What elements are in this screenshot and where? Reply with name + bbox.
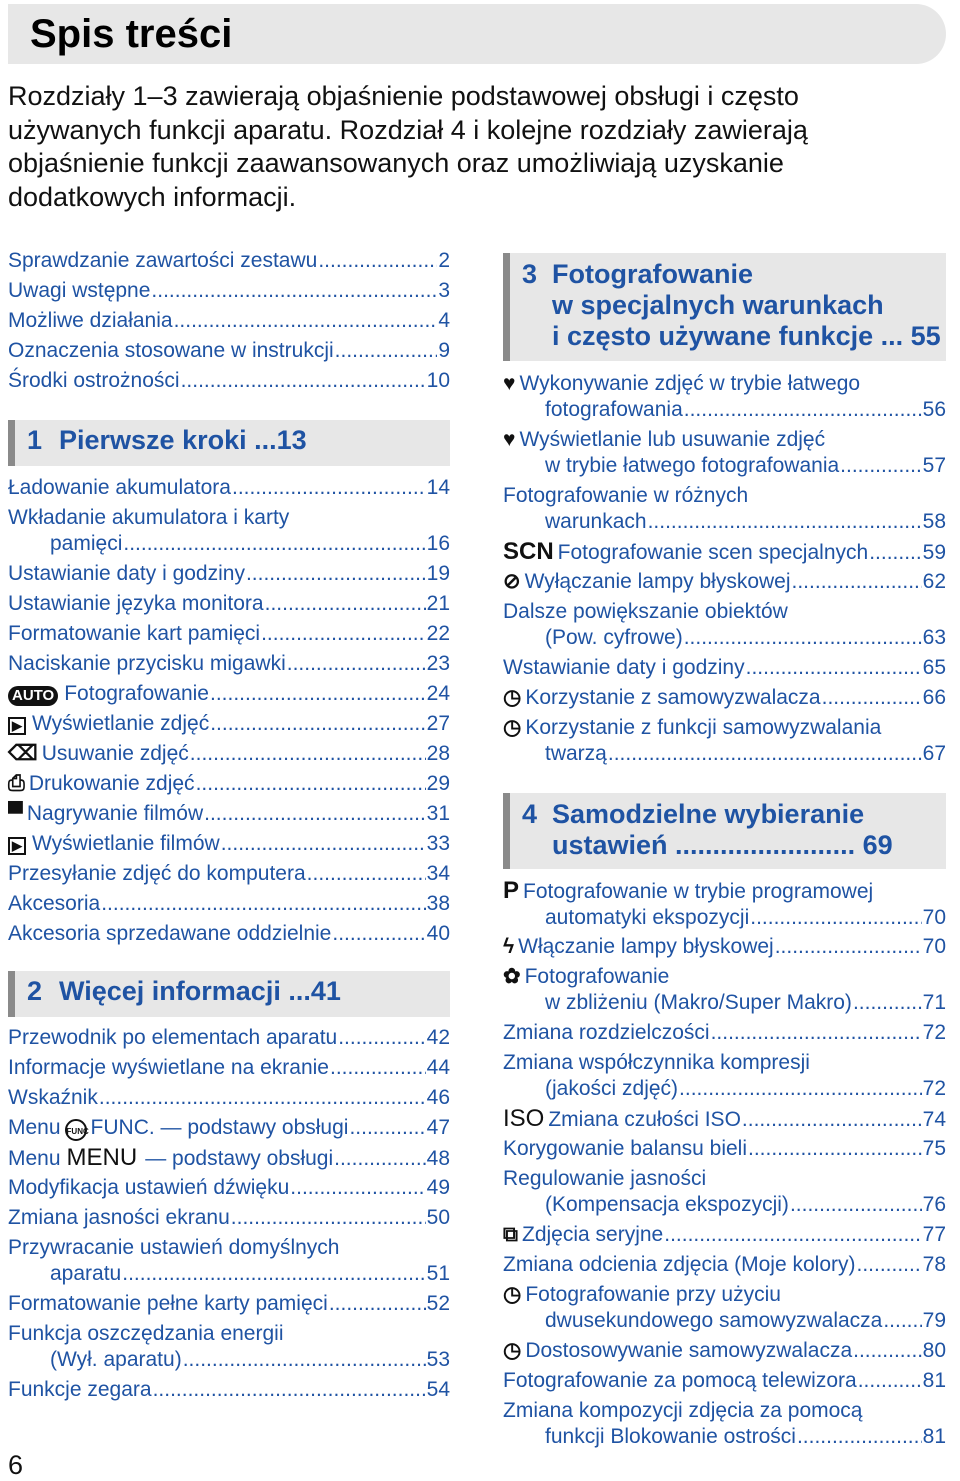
flash-off-icon: ⊘: [503, 570, 521, 593]
toc-page-number: 77: [922, 1223, 946, 1246]
toc-entry[interactable]: [503, 1338, 946, 1364]
self-timer-icon: ◷: [503, 1339, 522, 1362]
auto-mode-icon: AUTO: [8, 686, 58, 706]
toc-entry[interactable]: [503, 878, 946, 931]
easy-mode-icon: ♥: [503, 428, 516, 451]
chapter-title-line: Fotografowanie: [552, 259, 753, 289]
toc-entry-text: Wstawianie daty i godziny: [503, 656, 745, 679]
toc-entry[interactable]: [8, 651, 450, 677]
toc-entry[interactable]: [8, 1205, 450, 1231]
leader-dots: [335, 338, 438, 364]
toc-entry-text: Wkładanie akumulatora i karty: [8, 506, 290, 529]
self-timer-icon: ◷: [503, 1283, 522, 1306]
toc-entry-text: Ładowanie akumulatora: [8, 476, 231, 499]
leader-dots: [330, 1055, 426, 1081]
toc-entry[interactable]: [8, 801, 450, 827]
toc-entry[interactable]: [8, 741, 450, 767]
toc-entry[interactable]: [503, 1050, 946, 1102]
toc-page-number: 33: [426, 832, 450, 855]
toc-entry-text: Przewodnik po elementach aparatu: [8, 1026, 338, 1049]
print-icon: ⎙: [8, 772, 25, 795]
leader-dots: [792, 569, 922, 595]
toc-entry[interactable]: [8, 861, 450, 887]
toc-page-number: 31: [426, 802, 450, 825]
toc-entry[interactable]: [503, 539, 946, 566]
leader-dots: [684, 397, 922, 423]
toc-entry-text: — podstawy obsługi: [145, 1147, 334, 1170]
flash-on-icon: ϟ: [503, 935, 515, 958]
chapter-title: Więcej informacji ...41: [59, 976, 341, 1006]
toc-entry-text: Ustawianie daty i godziny: [8, 562, 245, 585]
program-mode-icon: P: [503, 877, 520, 904]
leader-dots: [261, 621, 426, 647]
toc-entry-text: Informacje wyświetlane na ekranie: [8, 1056, 329, 1079]
toc-entry-text: Wskaźnik: [8, 1086, 98, 1109]
toc-entry[interactable]: [503, 483, 946, 535]
toc-entry-text: Zmiana czułości ISO: [548, 1108, 741, 1131]
toc-entry-text: pamięci: [50, 532, 123, 555]
leader-dots: [123, 531, 425, 557]
toc-page-number: 71: [922, 991, 946, 1014]
leader-dots: [822, 685, 922, 711]
chapter-title-line: w specjalnych warunkach: [552, 290, 884, 320]
leader-dots: [190, 741, 426, 767]
toc-entry-text: Usuwanie zdjęć: [41, 742, 189, 765]
movie-icon: ▀: [8, 802, 23, 825]
toc-entry-text: Fotografowanie za pomocą telewizora: [503, 1369, 857, 1392]
toc-entry-text: Wyświetlanie filmów: [32, 832, 220, 855]
toc-page-number: 72: [922, 1077, 946, 1100]
toc-entry[interactable]: [8, 771, 450, 797]
toc-entry[interactable]: [8, 368, 450, 394]
toc-page-number: 2: [438, 249, 450, 272]
leader-dots: [210, 711, 425, 737]
easy-mode-icon: ♥: [503, 372, 516, 395]
toc-entry-text: Wykonywanie zdjęć w trybie łatwego: [519, 372, 861, 395]
toc-entry-text: Przesyłanie zdjęć do komputera: [8, 862, 306, 885]
leader-dots: [679, 1076, 922, 1102]
toc-page-number: 51: [426, 1262, 450, 1285]
toc-page-number: 16: [426, 532, 450, 555]
page-title: Spis treści: [30, 12, 233, 56]
toc-entry-text: Przywracanie ustawień domyślnych: [8, 1236, 340, 1259]
toc-page-number: 81: [922, 1369, 946, 1392]
toc-page-number: 44: [426, 1056, 450, 1079]
toc-entry[interactable]: [503, 427, 946, 479]
leader-dots: [856, 1252, 921, 1278]
toc-entry-text: Funkcja oszczędzania energii: [8, 1322, 284, 1345]
toc-entry[interactable]: [503, 964, 946, 1016]
toc-page-number: 79: [922, 1309, 946, 1332]
menu-icon: MENU: [66, 1144, 138, 1171]
leader-dots: [307, 861, 426, 887]
toc-entry-text: (Pow. cyfrowe): [545, 626, 683, 649]
toc-page-number: 72: [922, 1021, 946, 1044]
toc-entry-text: Wyłączanie lampy błyskowej: [524, 570, 791, 593]
leader-dots: [329, 1291, 426, 1317]
toc-entry-text: Włączanie lampy błyskowej: [518, 935, 774, 958]
toc-page-number: 38: [426, 892, 450, 915]
toc-page-number: 57: [922, 454, 946, 477]
chapter-3-header[interactable]: [503, 253, 946, 361]
toc-entry-text: Wyświetlanie zdjęć: [32, 712, 210, 735]
toc-page-number: 4: [438, 309, 450, 332]
leader-dots: [711, 1020, 922, 1046]
scn-icon: SCN: [503, 538, 554, 565]
toc-page-number: 27: [426, 712, 450, 735]
toc-entry-text: Korzystanie z funkcji samowyzwalania: [525, 716, 882, 739]
leader-dots: [99, 1085, 426, 1111]
toc-entry-text: Modyfikacja ustawień dźwięku: [8, 1176, 290, 1199]
leader-dots: [684, 625, 922, 651]
toc-page-number: 9: [438, 339, 450, 362]
self-timer-icon: ◷: [503, 686, 522, 709]
toc-page-number: 50: [426, 1206, 450, 1229]
toc-entry[interactable]: [503, 1020, 946, 1046]
toc-entry[interactable]: [503, 685, 946, 711]
leader-dots: [174, 308, 438, 334]
toc-entry[interactable]: [503, 599, 946, 651]
leader-dots: [265, 591, 426, 617]
chapter-number: 1: [27, 425, 43, 455]
toc-page-number: 70: [922, 906, 946, 929]
toc-entry-text: Zmiana rozdzielczości: [503, 1021, 710, 1044]
leader-dots: [151, 278, 437, 304]
leader-dots: [183, 1347, 426, 1373]
leader-dots: [287, 651, 426, 677]
toc-entry[interactable]: [8, 308, 450, 334]
toc-entry-text: Zmiana jasności ekranu: [8, 1206, 230, 1229]
toc-entry-text: Sprawdzanie zawartości zestawu: [8, 249, 318, 272]
toc-entry[interactable]: [8, 1055, 450, 1081]
leader-dots: [883, 1308, 921, 1334]
toc-entry[interactable]: [503, 1222, 946, 1248]
toc-page-number: 80: [922, 1339, 946, 1362]
leader-dots: [349, 1115, 425, 1141]
leader-dots: [332, 921, 425, 947]
toc-page-number: 21: [426, 592, 450, 615]
toc-page-number: 40: [426, 922, 450, 945]
toc-entry-text: Oznaczenia stosowane w instrukcji: [8, 339, 334, 362]
toc-page-number: 34: [426, 862, 450, 885]
toc-entry[interactable]: [8, 561, 450, 587]
toc-page-number: 78: [922, 1253, 946, 1276]
toc-entry-text: Fotografowanie w trybie programowej: [523, 880, 874, 903]
leader-dots: [790, 1192, 922, 1218]
leader-dots: [746, 655, 922, 681]
chapter-2-header[interactable]: [8, 971, 450, 1017]
func-set-icon: FUNC: [65, 1119, 87, 1141]
toc-entry-text: warunkach: [545, 510, 647, 533]
leader-dots: [318, 248, 437, 274]
toc-entry[interactable]: [8, 1025, 450, 1051]
toc-page-number: 14: [426, 476, 450, 499]
leader-dots: [153, 1377, 426, 1403]
toc-page-number: 49: [426, 1176, 450, 1199]
toc-page-number: 62: [922, 570, 946, 593]
toc-entry[interactable]: [503, 715, 946, 767]
toc-entry-text: Akcesoria: [8, 892, 101, 915]
chapter-4-header[interactable]: [503, 793, 946, 869]
toc-page-number: 53: [426, 1348, 450, 1371]
toc-page-number: 63: [922, 626, 946, 649]
toc-page-number: 70: [922, 935, 946, 958]
toc-entry[interactable]: [8, 621, 450, 647]
chapter-title-line: i często używane funkcje ... 55: [552, 321, 941, 351]
toc-page-number: 24: [426, 682, 450, 705]
toc-page-number: 67: [922, 742, 946, 765]
toc-entry-text: FUNC. — podstawy obsługi: [90, 1116, 349, 1139]
toc-entry[interactable]: [503, 1398, 946, 1450]
continuous-shooting-icon: ⧉: [503, 1223, 518, 1246]
leader-dots: [290, 1175, 425, 1201]
chapter-number: 2: [27, 976, 43, 1006]
chapter-title-line: Samodzielne wybieranie: [552, 799, 865, 829]
toc-entry[interactable]: [503, 1166, 946, 1218]
chapter-title: Pierwsze kroki ...13: [59, 425, 307, 455]
chapter-title-line: ustawień ........................ 69: [552, 830, 893, 860]
leader-dots: [231, 1205, 426, 1231]
leader-dots: [204, 801, 426, 827]
iso-icon: ISO: [503, 1105, 545, 1132]
toc-page-number: 66: [922, 686, 946, 709]
toc-page-number: 81: [922, 1425, 946, 1448]
toc-entry[interactable]: [8, 338, 450, 364]
toc-page-number: 29: [426, 772, 450, 795]
toc-page-number: 28: [426, 742, 450, 765]
toc-entry-text: (Kompensacja ekspozycji): [545, 1193, 789, 1216]
leader-dots: [648, 509, 922, 535]
toc-entry[interactable]: [8, 1291, 450, 1317]
toc-entry[interactable]: [8, 1175, 450, 1201]
toc-entry-text: aparatu: [50, 1262, 122, 1285]
toc-entry-text: Menu: [8, 1116, 61, 1139]
toc-entry[interactable]: [8, 711, 450, 737]
toc-entry-text: Drukowanie zdjęć: [28, 772, 195, 795]
toc-entry-text: Akcesoria sprzedawane oddzielnie: [8, 922, 332, 945]
toc-entry-text: Ustawianie języka monitora: [8, 592, 264, 615]
toc-entry-text: Zmiana współczynnika kompresji: [503, 1051, 810, 1074]
leader-dots: [338, 1025, 425, 1051]
toc-page-number: 48: [426, 1147, 450, 1170]
leader-dots: [869, 540, 921, 566]
toc-page-number: 59: [922, 541, 946, 564]
leader-dots: [608, 741, 922, 767]
toc-entry-text: dwusekundowego samowyzwalacza: [545, 1309, 883, 1332]
toc-page-number: 10: [426, 369, 450, 392]
self-timer-icon: ◷: [503, 716, 522, 739]
toc-page-number: 54: [426, 1378, 450, 1401]
toc-entry-text: Wyświetlanie lub usuwanie zdjęć: [519, 428, 826, 451]
leader-dots: [742, 1107, 922, 1133]
toc-entry[interactable]: [8, 475, 450, 501]
toc-entry-text: Środki ostrożności: [8, 369, 180, 392]
toc-entry[interactable]: [503, 371, 946, 423]
leader-dots: [853, 990, 922, 1016]
toc-entry[interactable]: [8, 1115, 450, 1141]
toc-entry-text: (jakości zdjęć): [545, 1077, 679, 1100]
toc-entry-text: (Wył. aparatu): [50, 1348, 182, 1371]
toc-entry-text: fotografowania: [545, 398, 683, 421]
erase-icon: ⌫: [8, 742, 38, 765]
toc-entry[interactable]: [503, 1136, 946, 1162]
leader-dots: [221, 831, 426, 857]
toc-entry-text: Korzystanie z samowyzwalacza: [525, 686, 821, 709]
toc-entry[interactable]: [8, 831, 450, 857]
leader-dots: [232, 475, 426, 501]
chapter-1-header[interactable]: [8, 420, 450, 466]
chapter-number: 3: [522, 259, 538, 289]
toc-page-number: 23: [426, 652, 450, 675]
toc-entry[interactable]: [503, 934, 946, 960]
toc-entry[interactable]: [503, 1368, 946, 1394]
toc-entry-text: Zdjęcia seryjne: [522, 1223, 664, 1246]
leader-dots: [664, 1222, 921, 1248]
macro-icon: ✿: [503, 965, 521, 988]
leader-dots: [797, 1424, 922, 1450]
toc-entry-text: Naciskanie przycisku migawki: [8, 652, 286, 675]
toc-page-number: 56: [922, 398, 946, 421]
toc-entry-text: w zbliżeniu (Makro/Super Makro): [545, 991, 852, 1014]
toc-page-number: 46: [426, 1086, 450, 1109]
toc-entry-text: Funkcje zegara: [8, 1378, 152, 1401]
leader-dots: [210, 681, 426, 707]
toc-entry-text: Możliwe działania: [8, 309, 173, 332]
toc-entry-text: funkcji Blokowanie ostrości: [545, 1425, 796, 1448]
toc-entry[interactable]: [8, 1377, 450, 1403]
toc-page-number: 76: [922, 1193, 946, 1216]
toc-entry-text: Nagrywanie filmów: [26, 802, 204, 825]
toc-entry-text: Korygowanie balansu bieli: [503, 1137, 747, 1160]
toc-entry[interactable]: [8, 1145, 450, 1172]
leader-dots: [748, 1136, 922, 1162]
toc-page-number: 42: [426, 1026, 450, 1049]
chapter-number: 4: [522, 799, 538, 829]
toc-entry[interactable]: [8, 681, 450, 707]
toc-entry-text: Fotografowanie scen specjalnych: [557, 541, 869, 564]
toc-entry-text: Zmiana odcienia zdjęcia (Moje kolory): [503, 1253, 856, 1276]
toc-entry-text: Dalsze powiększanie obiektów: [503, 600, 788, 623]
toc-entry[interactable]: [503, 1106, 946, 1133]
toc-entry[interactable]: [8, 591, 450, 617]
toc-entry[interactable]: [8, 1085, 450, 1111]
toc-page-number: 74: [922, 1108, 946, 1131]
playback-icon: ▶: [8, 717, 26, 735]
leader-dots: [334, 1146, 426, 1172]
toc-entry-text: Menu: [8, 1147, 61, 1170]
leader-dots: [840, 453, 921, 479]
leader-dots: [853, 1338, 922, 1364]
toc-page-number: 3: [438, 279, 450, 302]
toc-entry-text: Fotografowanie: [64, 682, 209, 705]
leader-dots: [101, 891, 425, 917]
leader-dots: [246, 561, 426, 587]
toc-entry[interactable]: [503, 1252, 946, 1278]
toc-entry-text: automatyki ekspozycji: [545, 906, 750, 929]
toc-entry[interactable]: [8, 891, 450, 917]
toc-entry[interactable]: [8, 278, 450, 304]
toc-entry[interactable]: [8, 1321, 450, 1373]
leader-dots: [858, 1368, 922, 1394]
toc-entry[interactable]: [8, 921, 450, 947]
toc-entry-text: Formatowanie kart pamięci: [8, 622, 261, 645]
toc-entry-text: Fotografowanie w różnych: [503, 484, 749, 507]
toc-page-number: 22: [426, 622, 450, 645]
toc-entry[interactable]: [8, 248, 450, 274]
toc-page-number: 58: [922, 510, 946, 533]
leader-dots: [122, 1261, 425, 1287]
toc-entry-text: Uwagi wstępne: [8, 279, 151, 302]
leader-dots: [181, 368, 426, 394]
toc-entry-text: Fotografowanie przy użyciu: [525, 1283, 781, 1306]
toc-entry[interactable]: [8, 505, 450, 557]
toc-entry[interactable]: [503, 1282, 946, 1334]
intro-paragraph: Rozdziały 1–3 zawierają objaśnienie podstawowej obsługi i często używanych funkcji aparatu. Rozdział 4 i kolejne rozdziały zawierają objaśnienie funkcji zaawansowanych oraz umożliwiają uzyskanie dodatkowych informacji.: [8, 81, 808, 212]
toc-entry[interactable]: [8, 1235, 450, 1287]
toc-page-number: 75: [922, 1137, 946, 1160]
toc-entry-text: Fotografowanie: [524, 965, 670, 988]
toc-entry-text: w trybie łatwego fotografowania: [545, 454, 840, 477]
toc-entry-text: Formatowanie pełne karty pamięci: [8, 1292, 328, 1315]
toc-entry-text: Regulowanie jasności: [503, 1167, 707, 1190]
toc-entry[interactable]: [503, 569, 946, 595]
playback-icon: ▶: [8, 837, 26, 855]
toc-page-number: 19: [426, 562, 450, 585]
toc-entry-text: Dostosowywanie samowyzwalacza: [525, 1339, 853, 1362]
leader-dots: [750, 905, 921, 931]
leader-dots: [775, 934, 922, 960]
toc-page-number: 52: [426, 1292, 450, 1315]
toc-entry-text: twarzą: [545, 742, 607, 765]
toc-page-number: 65: [922, 656, 946, 679]
toc-entry-text: Zmiana kompozycji zdjęcia za pomocą: [503, 1399, 863, 1422]
toc-page-number: 47: [426, 1116, 450, 1139]
title-bar: [8, 4, 946, 64]
toc-entry[interactable]: [503, 655, 946, 681]
leader-dots: [196, 771, 426, 797]
page-number: 6: [8, 1450, 24, 1480]
